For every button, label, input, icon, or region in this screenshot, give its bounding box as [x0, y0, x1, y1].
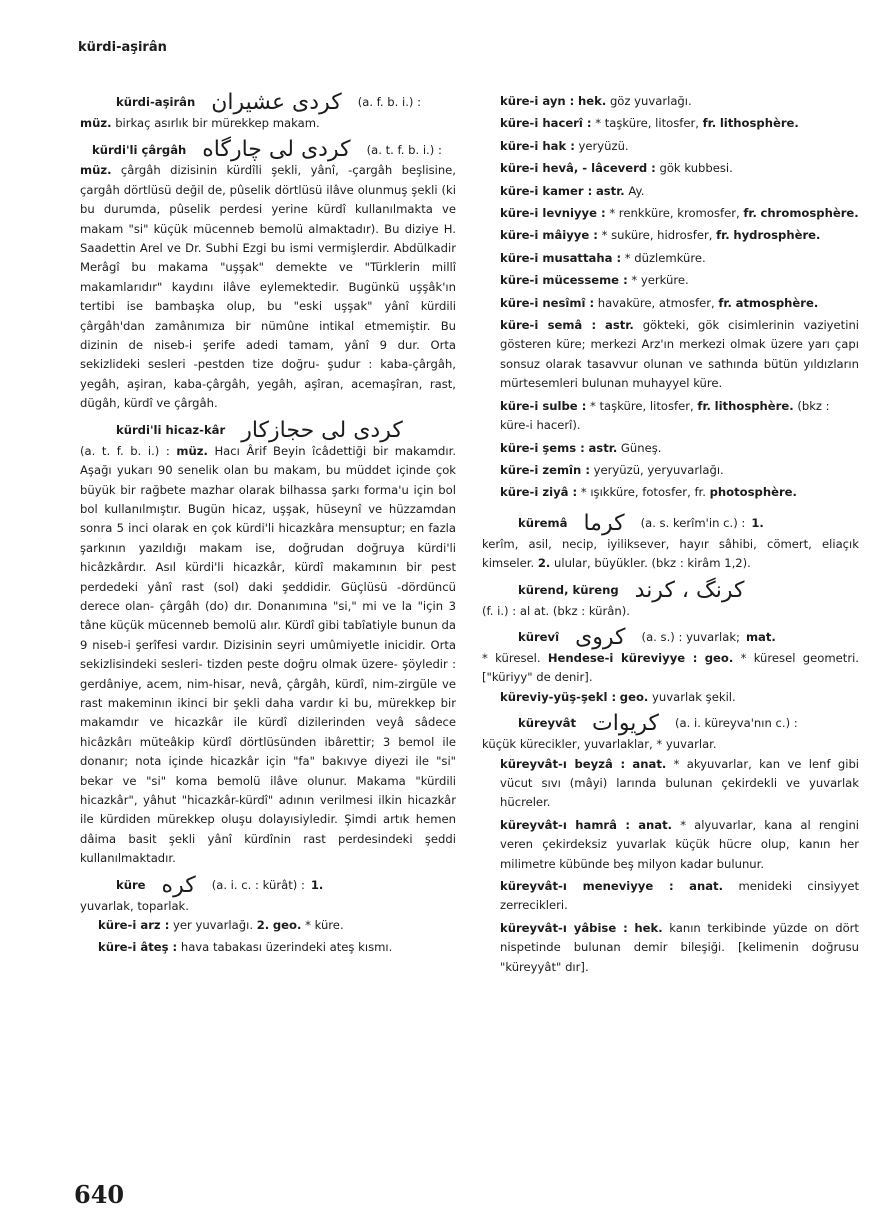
field-label: anat.: [689, 879, 724, 893]
sense-number: 1.: [751, 516, 764, 531]
grammar-tag: (a. f. b. i.) :: [357, 95, 422, 110]
entry-kurdili-cargah: [80, 139, 456, 413]
subentry-definition: * küre.: [305, 918, 344, 933]
arabic-spelling: کردی لی حجازکار: [241, 417, 403, 443]
subentry-kure-i-hak: [482, 137, 859, 156]
arabic-spelling: کردی عشیران: [211, 90, 342, 115]
subentry-definition: * taşküre, litosfer,: [590, 398, 694, 413]
sense-number: 1.: [310, 877, 324, 892]
field-label: astr.: [588, 440, 618, 455]
cross-reference: (bkz : küre-i hacerî).: [500, 398, 830, 433]
subentry-definition: * ışıkküre, fotosfer, fr.: [580, 485, 706, 500]
subentry-definition: havaküre, atmosfer,: [597, 295, 715, 310]
field-label: astr.: [605, 318, 634, 333]
right-column: [482, 92, 859, 983]
subentry-headword: küre-i ayn :: [500, 94, 575, 108]
headword: kürevî: [518, 630, 560, 645]
definition: çârgâh dizisinin kürdîli şekli, yânî, -çargâh beşlisine, çargâh dörtlüsü değil de, pûselik dörtlüsü ilâve olunmuş şekli (ki bu durumda, pûselik perdesi yerine kürdî kullanılmakta ve makam "si" küçük mücenneb bemolü almaktadır). Bu diziye H. Saadettin Arel ve Dr. Subhi Ezgi bu ismi vermişlerdir. Abdülkadir Merâgî bu makama "uşşak" demekte ve "Türklerin millî makamlarıdır" kaydını ilâve eylemektedir. Bugünkü uşşâk'ın tertibi ise bambaşka olup, bu "eski uşşak" yânî kürdili çârgâh'dan zamânımıza bir nümûne intikal etmemiştir. Bu dizinin de niseb-i şerife adedi tamam, yânî 9 dur. Orta sekizlideki sesleri -pestden tize doğru- şudur : kaba-çârgâh, yegâh, aşiran, kaba-çârgâh, yegâh, aşîran, acemaşîran, rast, dügâh, kürdî ve çârgâh.: [80, 163, 456, 411]
subentry-kure-i-musattaha: [482, 249, 859, 268]
arabic-spelling: کرنگ ، کرند: [634, 577, 745, 603]
field-label: anat.: [632, 756, 667, 771]
subentry-kureyvat-meneviyye: [482, 877, 859, 916]
subentry-headword: küre-i levniyye :: [500, 206, 606, 221]
subentry-kureviy-yus-sekl: [482, 688, 859, 707]
grammar-tag: (a. s.) : yuvarlak;: [641, 630, 740, 645]
subentry-definition: menideki cinsiyyet zerrecikleri.: [500, 879, 860, 913]
subentry-definition: Güneş.: [620, 440, 662, 455]
subentry-headword: küre-i hevâ, - lâceverd :: [500, 161, 656, 176]
definition: * küresel.: [482, 650, 541, 665]
definition: kerîm, asil, necip, iyiliksever, hayır sâhibi, cömert, eliaçık kimseler.: [482, 536, 859, 571]
arabic-spelling: کردی لی چارگاه: [202, 137, 351, 163]
subentry-headword: küre-i sulbe :: [500, 398, 587, 413]
entry-kurema: [482, 510, 859, 574]
grammar-tag: (a. t. f. b. i.) :: [80, 443, 170, 458]
term: Hendese-i küreviyye :: [547, 650, 698, 665]
subentry-kure-i-sulbe: [482, 397, 859, 436]
field-label: müz.: [176, 443, 208, 458]
entry-kureyvat: [482, 713, 859, 977]
sense-number: 2.: [256, 918, 270, 933]
subentry-definition: gök kubbesi.: [659, 161, 733, 176]
french-term: chromosphère.: [760, 206, 859, 221]
subentry-kure-i-sems: [482, 439, 859, 458]
grammar-tag: (f. i.) : al at. (bkz : kürân).: [482, 603, 630, 618]
grammar-tag: (a. s. kerîm'in c.) :: [640, 516, 746, 531]
arabic-spelling: کرما: [583, 510, 625, 536]
subentry-headword: küreyvât-ı beyzâ :: [500, 756, 626, 771]
french-term: photosphère.: [709, 485, 797, 500]
subentry-headword: küreyvât-ı yâbise :: [500, 920, 628, 935]
subentry-headword: küre-i âteş :: [98, 940, 178, 955]
subentry-kure-i-zemin: [482, 461, 859, 480]
language-label: fr.: [697, 398, 711, 413]
subentry-definition: yer yuvarlağı.: [173, 918, 254, 933]
field-label: müz.: [80, 116, 112, 130]
subentry-kure-i-nesimi: [482, 294, 859, 313]
headword: küreyvât: [518, 716, 577, 731]
subentry-kure-i-sema: [482, 316, 859, 394]
subentry-headword: küre-i ziyâ :: [500, 485, 578, 500]
subentry-headword: küre-i musattaha :: [500, 250, 622, 265]
definition: Hacı Ârif Beyin îcâdettiği bir makamdır. Aşağı yukarı 90 senelik olan bu makam, bu müddet içinde çok büyük bir rağbete mazhar olarak bilhassa şarkı forma'u için bol bol kullanılmıştır. Bugün hicaz, uşşak, hüseynî ve hüzzamdan sonra 5 inci olarak en çok kürdi'li hicazkâra mensuptur; en fazla şarkının yazıldığı makam ise, doğrudan doğruya kürdi'li hicâzkârdır. Asıl kürdi'li hicazkâr, kürdî makamının bir pest perdedeki yânî rast (sol) daki şeddidir. Güçlüsü -dördüncü derece olan- çârgâh (do) dır. Donanımına "si," mi ve la "için 3 tâne küçük mücenneb bemolü alır. Kürdî gibi tabîatiyle bunun da 9 niseb-i şerîfesi vardır. Dizisinin seyri umûmiyetle inicidir. Orta sekizlisindeki sesleri- tizden peste doğru olmak üzere- şöyledir : gerdâniye, acem, nim-hisar, nevâ, çârgâh, kürdî, nim-zirgüle ve rast makeminın ikinci bir şekli daha vardır ki bu, mürekkep bir makamdır ve hicazkâr ile kürdî dizilerinden veyâ sâdece hicâzkârı müteâkip kürdî dörtlüsünden ibârettir; 3 bemol ile donanır; nota içinde hicazkâr için "fa" bakıvye diyezi ile "si" bekar ve "si" koma bemolü ilâve olunur. Makama "kürdili hicazkâr", yâhut "hicazkâr-kürdî" adının verilmesi ilkin hicazkâr ile kürdiden mürekkep oluşu dolayısiyledir. Şimdi artık hemen dâima basit şekli yânî kürdînin rast perdesindeki şeddi kullanılmaktadır.: [80, 443, 457, 866]
subentry-definition: göz yuvarlağı.: [609, 94, 692, 108]
subentry-headword: küreyvât-ı meneviyye :: [500, 879, 674, 893]
sense-number: 2.: [537, 556, 551, 571]
arabic-spelling: کریوات: [592, 711, 659, 737]
definition: ulular, büyükler. (bkz : kirâm 1,2).: [554, 556, 751, 571]
subentry-definition: yuvarlak şekil.: [652, 689, 736, 704]
entry-kurdi-asiran: [80, 92, 456, 133]
subentry-definition: * yerküre.: [631, 273, 689, 288]
definition: yuvarlak, toparlak.: [80, 898, 189, 913]
subentry-definition: hava tabakası üzerindeki ateş kısmı.: [180, 940, 393, 955]
definition: birkaç asırlık bir mürekkep makam.: [115, 116, 320, 130]
field-label: hek.: [578, 94, 607, 108]
subentry-headword: küre-i zemîn :: [500, 462, 590, 477]
subentry-definition: Ay.: [628, 183, 645, 198]
subentry-kure-i-arz: [80, 916, 456, 935]
field-label: müz.: [80, 163, 112, 178]
subentry-headword: küre-i şems :: [500, 440, 585, 455]
subentry-headword: küreviy-yüş-şekl :: [500, 689, 617, 704]
subentry-headword: küre-i hak :: [500, 138, 575, 153]
french-term: atmosphère.: [735, 295, 819, 310]
field-label: astr.: [595, 183, 625, 198]
entry-kurend: [482, 577, 859, 621]
subentry-kure-i-ayn: [482, 92, 859, 111]
subentry-headword: küre-i arz :: [98, 918, 170, 933]
french-term: hydrosphère.: [733, 228, 821, 243]
field-label: geo.: [272, 918, 302, 933]
subentry-headword: küre-i nesîmî :: [500, 295, 595, 310]
field-label: anat.: [638, 817, 673, 832]
subentry-headword: küre-i kamer :: [500, 183, 593, 198]
field-label: hek.: [634, 920, 663, 935]
subentry-headword: küre-i semâ :: [500, 318, 597, 333]
grammar-tag: (a. i. c. : kürât) :: [211, 877, 305, 892]
subentry-definition: yeryüzü.: [578, 138, 629, 153]
arabic-spelling: کره: [161, 872, 196, 898]
subentry-definition: * alyuvarlar, kana al rengini veren çekirdeksiz yuvarlak küçük hücre olup, kanın her milimetre kübünde beş milyon kadar bulunur.: [500, 817, 860, 871]
subentry-definition: * düzlemküre.: [624, 250, 706, 265]
definition: küçük kürecikler, yuvarlaklar, * yuvarlar.: [482, 737, 717, 752]
subentry-definition: * taşküre, litosfer,: [595, 116, 699, 131]
language-label: fr.: [716, 228, 730, 243]
arabic-spelling: کروی: [575, 624, 626, 650]
entry-kurevi: [482, 624, 859, 707]
subentry-kure-i-levniyye: [482, 204, 859, 223]
headword: kürdi'li hicaz-kâr: [116, 422, 226, 437]
subentry-headword: küre-i hacerî :: [500, 116, 592, 131]
subentry-definition: gökteki, gök cisimlerinin vaziyetini gösteren küre; merkezi Arz'ın merkezi olmak üzere yarı çapı sonsuz olarak tasavvur olunan ve sathında bütün yıldızların mürtesemleri bulunan muhayyel küre.: [500, 318, 860, 391]
subentry-kure-i-mucesseme: [482, 271, 859, 290]
field-label: geo.: [619, 689, 649, 704]
subentry-definition: kanın terkibinde yüzde on dört nispetinde bulunan demir bileşiği. [kelimenin doğrusu "küreyyât" dır].: [500, 920, 859, 974]
headword: kürdi-aşirân: [116, 95, 196, 110]
entry-kurdili-hicazkar: [80, 417, 457, 869]
subentry-definition: * renkküre, kromosfer,: [609, 206, 740, 221]
subentry-kure-i-ates: [80, 938, 456, 957]
subentry-kureyvat-yabise: [482, 919, 859, 977]
language-label: fr.: [743, 206, 757, 221]
headword: küremâ: [518, 516, 568, 531]
subentry-kure-i-heva: [482, 159, 859, 178]
subentry-headword: küreyvât-ı hamrâ :: [500, 817, 631, 832]
page-number: 640: [74, 1180, 125, 1209]
subentry-definition: yeryüzü, yeryuvarlağı.: [593, 462, 724, 477]
headword: kürdi'li çârgâh: [92, 142, 187, 157]
subentry-definition: * suküre, hidrosfer,: [601, 228, 713, 243]
field-label: geo.: [704, 650, 734, 665]
subentry-kure-i-maiyye: [482, 226, 859, 245]
grammar-tag: (a. i. küreyva'nın c.) :: [674, 716, 798, 731]
running-title: kürdi-aşirân: [78, 40, 167, 55]
field-label: mat.: [745, 630, 776, 645]
french-term: lithosphère.: [719, 116, 799, 131]
french-term: lithosphère.: [714, 398, 794, 413]
subentry-kureyvat-beyza: [482, 755, 859, 813]
subentry-headword: küre-i mâiyye :: [500, 228, 598, 243]
subentry-kure-i-haceri: [482, 114, 859, 133]
subentry-kure-i-ziya: [482, 483, 859, 502]
language-label: fr.: [702, 116, 717, 131]
subentry-headword: küre-i mücesseme :: [500, 273, 628, 288]
entry-kure: [80, 872, 456, 958]
grammar-tag: (a. t. f. b. i.) :: [366, 142, 442, 157]
headword: kürend, küreng: [518, 582, 619, 597]
definition: * küresel geometri. ["küriyy" de denir].: [482, 650, 859, 685]
headword: küre: [116, 877, 146, 892]
subentry-definition: * akyuvarlar, kan ve lenf gibi vücut sıvı (mâyi) larında bulunan çekirdekli ve yuvarlak hücreler.: [500, 756, 860, 810]
language-label: fr.: [718, 295, 732, 310]
subentry-kure-i-kamer: [482, 182, 859, 201]
left-column: [80, 92, 456, 964]
subentry-kureyvat-hamra: [482, 816, 859, 874]
